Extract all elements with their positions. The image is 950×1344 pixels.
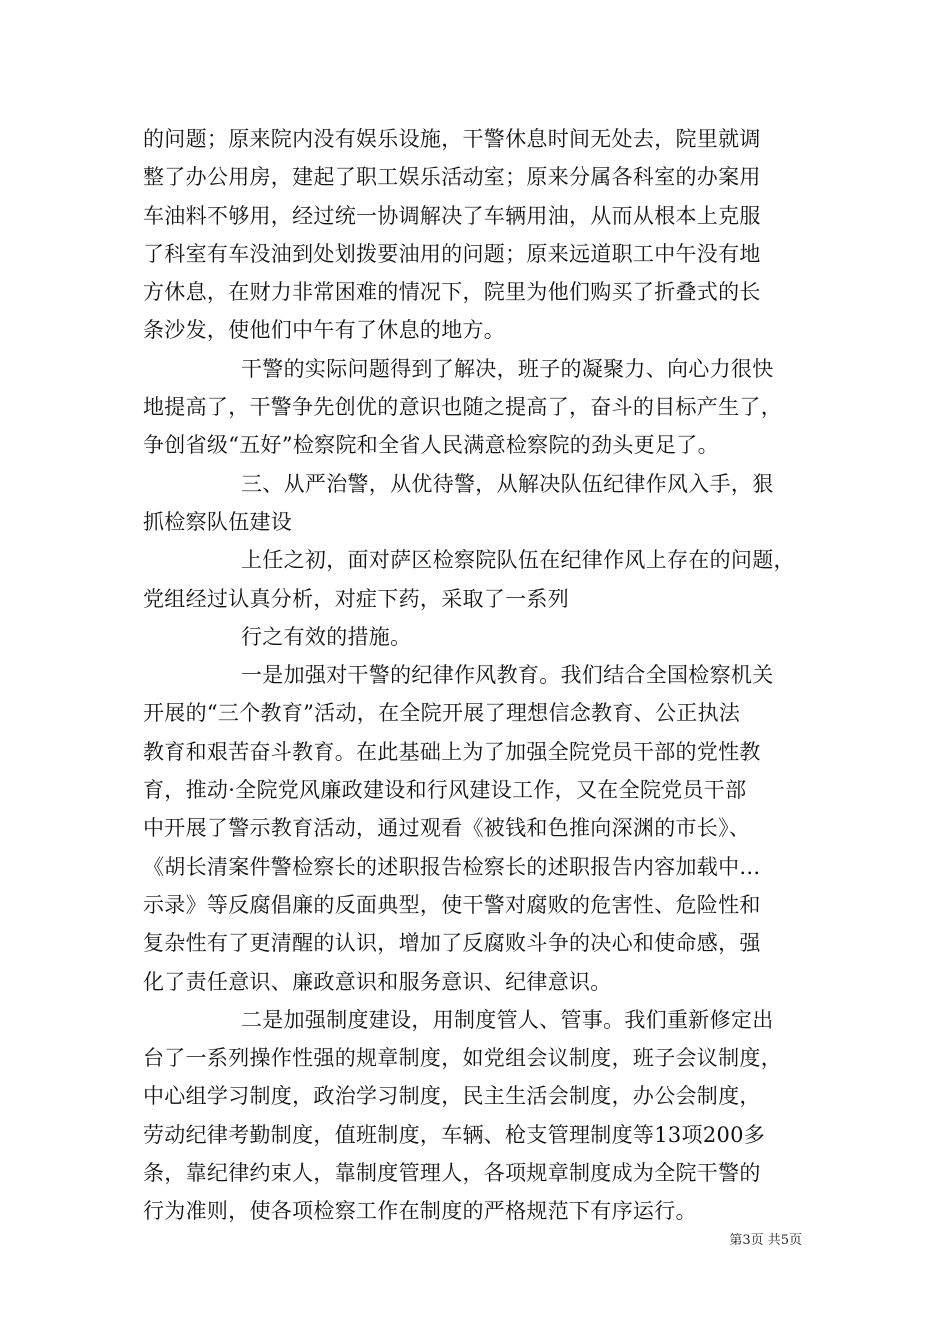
text-line: 抓检察队伍建设	[143, 509, 293, 534]
page-number: 第3页 共5页	[729, 1233, 802, 1248]
text-line: 一是加强对干警的纪律作风教育。我们结合全国检察机关	[241, 663, 774, 688]
paragraph	[143, 465, 823, 542]
paragraph	[143, 618, 823, 656]
text-line: 方休息，在财力非常困难的情况下，院里为他们购买了折叠式的长	[143, 280, 761, 305]
text-line: 的问题；原来院内没有娱乐设施，干警休息时间无处去，院里就调	[143, 127, 761, 151]
text-line: 行为准则，使各项检察工作在制度的严格规范下有序运行。	[143, 1199, 697, 1224]
text-line: 干警的实际问题得到了解决，班子的凝聚力、向心力很快	[241, 356, 774, 381]
paragraph	[143, 1001, 823, 1231]
text-line: 中开展了警示教育活动，通过观看《被钱和色推向深渊的市长》、	[143, 816, 751, 841]
text-line: 争创省级“五好”检察院和全省人民满意检察院的劲头更足了。	[143, 433, 719, 458]
text-line: 教育和艰苦奋斗教育。在此基础上为了加强全院党员干部的党性教	[143, 739, 761, 764]
paragraph	[143, 656, 823, 1001]
text-line: 示录》等反腐倡廉的反面典型，使干警对腐败的危害性、危险性和	[143, 892, 761, 917]
text-line: 二是加强制度建设，用制度管人、管事。我们重新修定出	[241, 1007, 774, 1032]
text-line: 三、从严治警，从优待警，从解决队伍纪律作风入手，狠	[241, 471, 774, 496]
paragraph	[143, 350, 823, 465]
text-line: 《胡长清案件警检察长的述职报告检察长的述职报告内容加载中...	[143, 854, 761, 879]
text-line: 台了一系列操作性强的规章制度，如党组会议制度，班子会议制度，	[143, 1046, 782, 1071]
text-line: 条，靠纪律约束人，靠制度管理人，各项规章制度成为全院干警的	[143, 1161, 761, 1186]
text-line: 育，推动·全院党风廉政建设和行风建设工作，又在全院党员干部	[143, 778, 747, 803]
paragraph	[143, 120, 823, 350]
text-line: 化了责任意识、廉政意识和服务意识、纪律意识。	[143, 969, 612, 994]
text-line: 了科室有车没油到处划拨要油用的问题；原来远道职工中午没有地	[143, 241, 761, 266]
text-line: 地提高了，干警争先创优的意识也随之提高了，奋斗的目标产生了，	[143, 395, 782, 420]
text-line: 车油料不够用，经过统一协调解决了车辆用油，从而从根本上克服	[143, 203, 761, 228]
text-line: 上任之初，面对萨区检察院队伍在纪律作风上存在的问题，	[241, 548, 795, 573]
text-line: 开展的“三个教育”活动，在全院开展了理想信念教育、公正执法	[143, 701, 741, 726]
text-line: 复杂性有了更清醒的认识，增加了反腐败斗争的决心和使命感，强	[143, 931, 761, 956]
document-body	[143, 120, 823, 1231]
paragraph	[143, 541, 823, 618]
text-line: 劳动纪律考勤制度，值班制度，车辆、枪支管理制度等13项200多	[143, 1122, 766, 1147]
text-line: 中心组学习制度，政治学习制度，民主生活会制度，办公会制度，	[143, 1084, 761, 1109]
text-line: 整了办公用房，建起了职工娱乐活动室；原来分属各科室的办案用	[143, 165, 761, 190]
text-line: 党组经过认真分析，对症下药，采取了一系列	[143, 586, 569, 611]
text-line: 行之有效的措施。	[241, 624, 412, 649]
text-line: 条沙发，使他们中午有了休息的地方。	[143, 318, 506, 343]
